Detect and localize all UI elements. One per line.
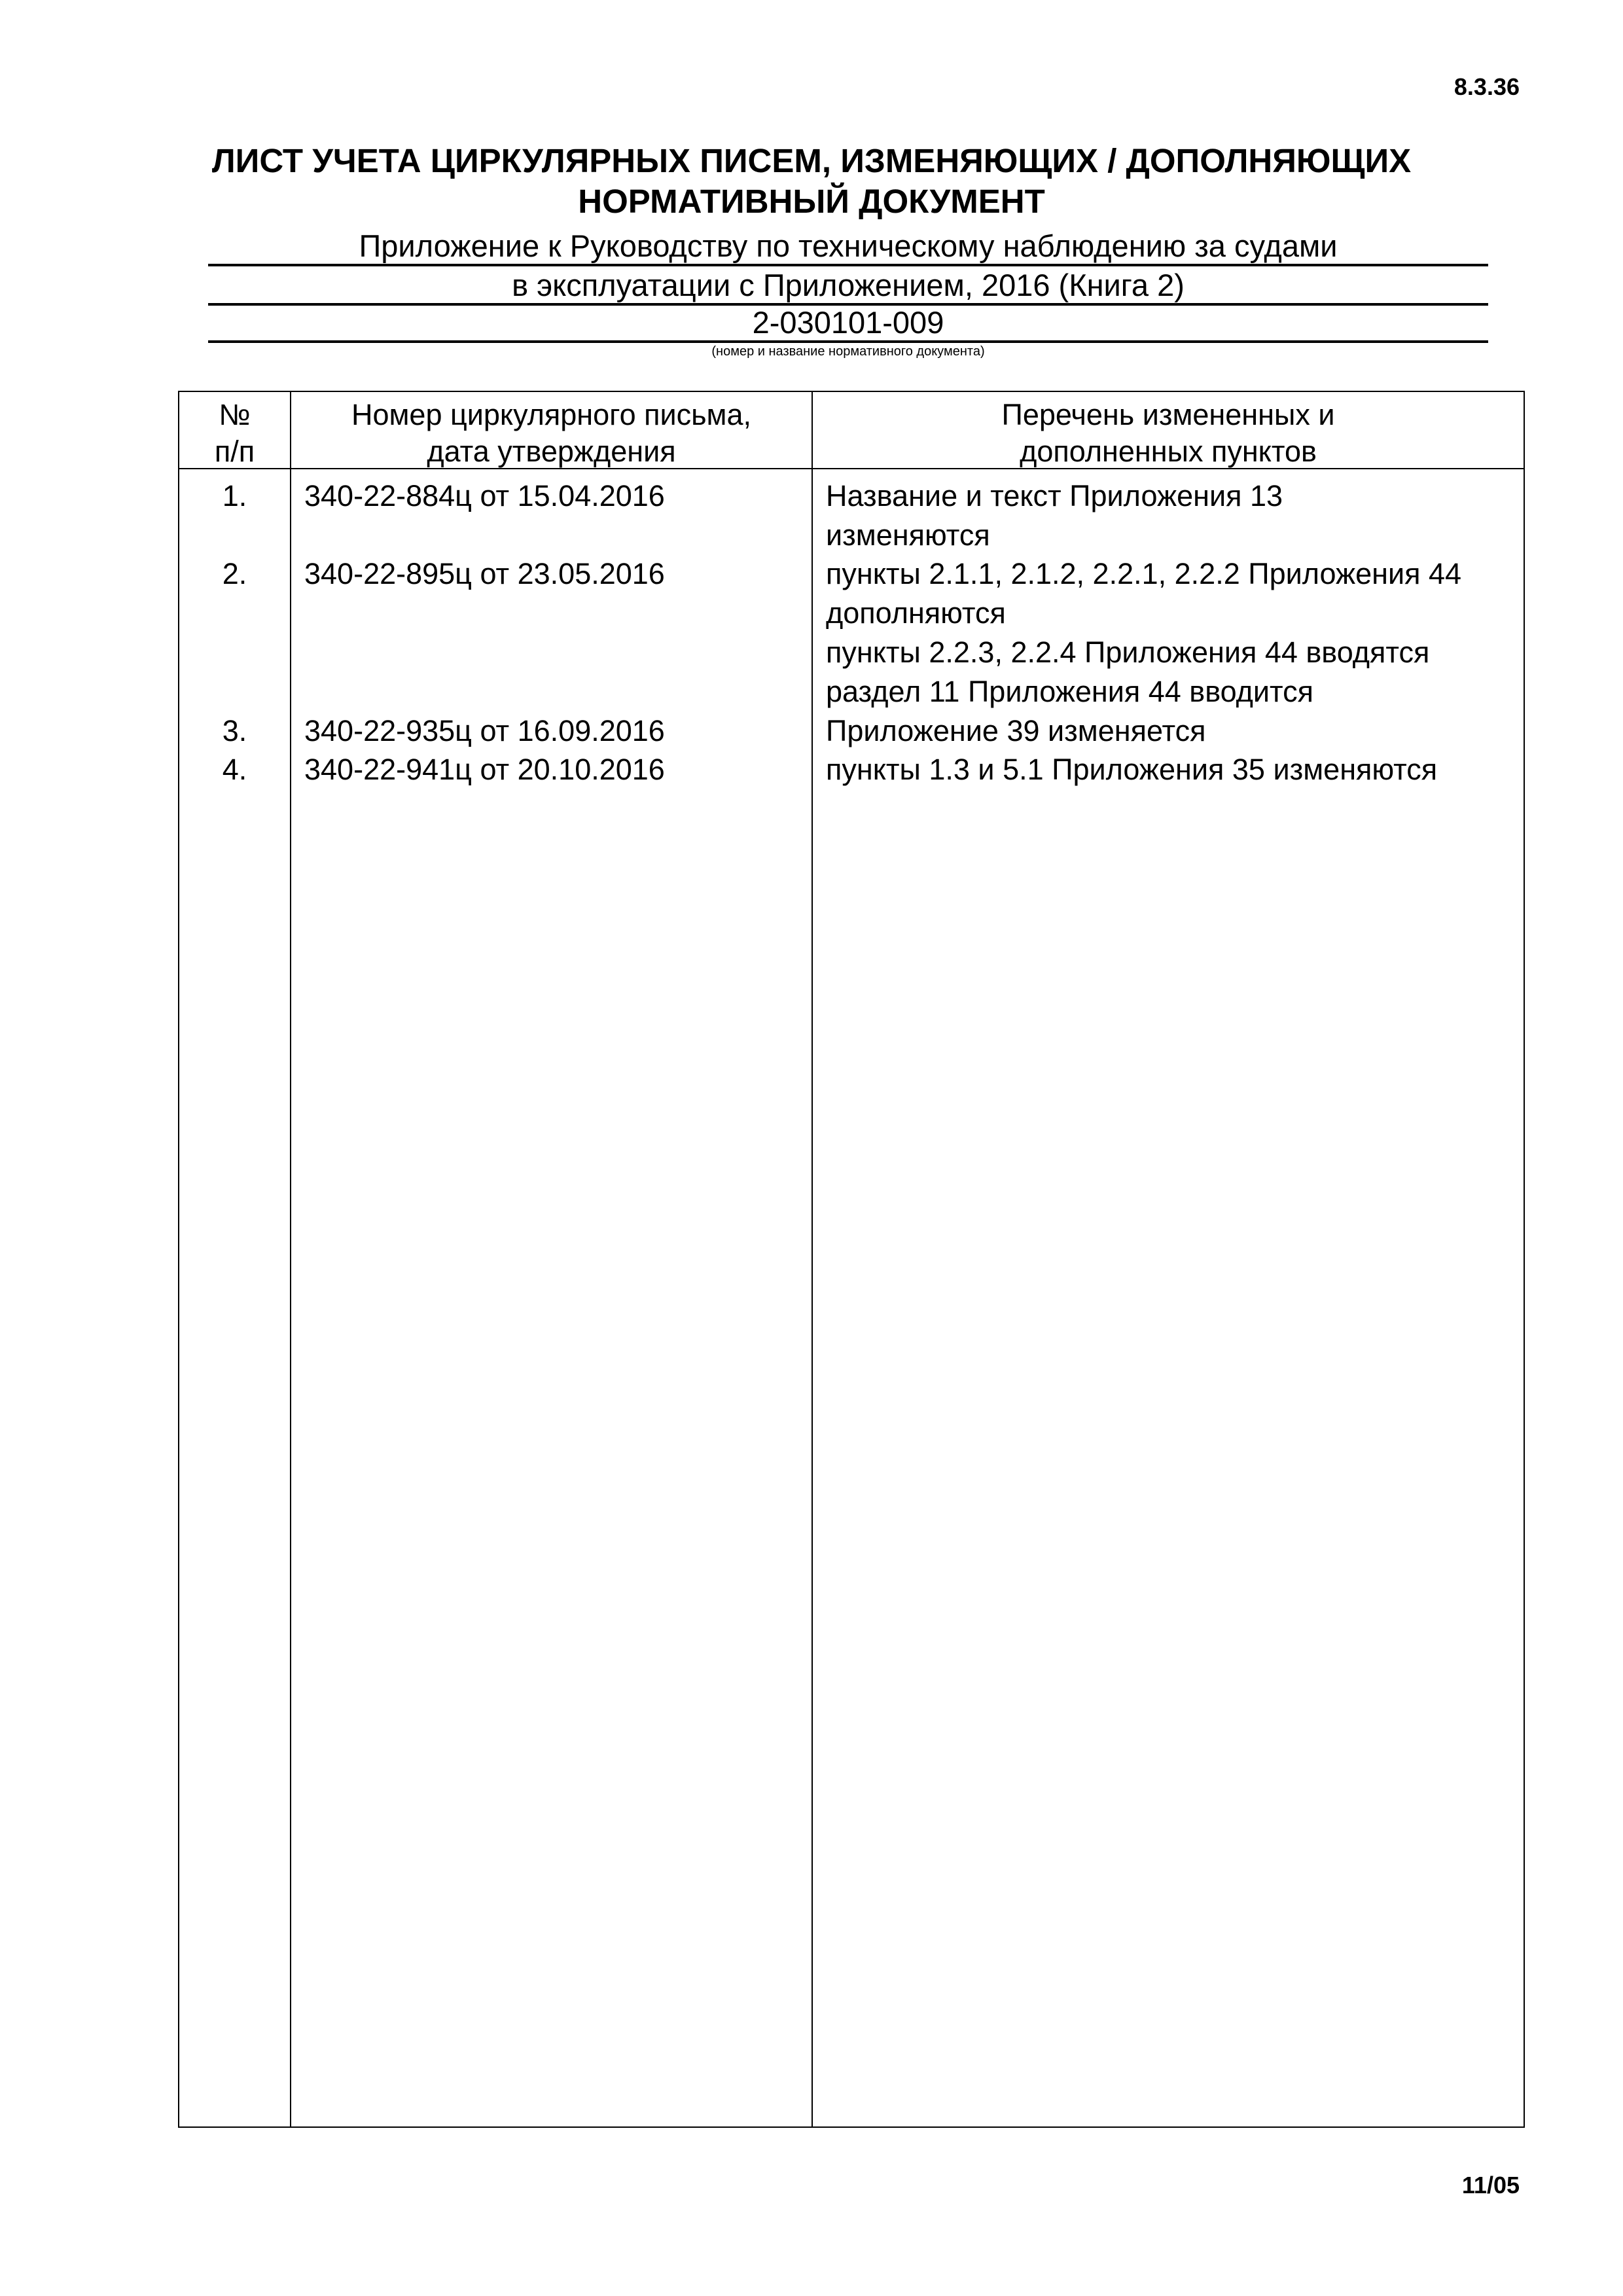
page-title-line-2: НОРМАТИВНЫЙ ДОКУМЕНТ [578,183,1045,220]
row-changes [826,750,1520,789]
row-letter: 340-22-895ц от 23.05.2016 [304,557,665,590]
row-number: 2. [222,557,247,590]
column-divider [290,391,291,2128]
header-letter [291,397,812,470]
row-letter: 340-22-884ц от 15.04.2016 [304,479,665,512]
document-name-line-1: Приложение к Руководству по техническому наблюдению за судами [208,228,1488,266]
row-letter: 340-22-935ц от 16.09.2016 [304,714,665,747]
header-changes-line-1: Перечень измененных и [1001,398,1335,431]
row-changes [826,711,1520,751]
document-name-line-2: в эксплуатации с Приложением, 2016 (Книга 2) [208,268,1488,306]
row-changes-line: раздел 11 Приложения 44 вводится [826,675,1314,708]
row-changes-line: Название и текст Приложения 13 [826,479,1283,512]
row-number: 1. [222,479,247,512]
row-changes-line: пункты 2.2.3, 2.2.4 Приложения 44 вводятся [826,636,1430,669]
row-changes-line: Приложение 39 изменяется [826,714,1206,747]
row-number: 4. [222,753,247,786]
page-code: 8.3.36 [1454,73,1520,100]
page-title-line-1: ЛИСТ УЧЕТА ЦИРКУЛЯРНЫХ ПИСЕМ, ИЗМЕНЯЮЩИХ / ДОПОЛНЯЮЩИХ [211,142,1412,179]
row-number: 3. [222,714,247,747]
row-letter: 340-22-941ц от 20.10.2016 [304,753,665,786]
column-divider [812,391,813,2128]
header-letter-line-2: дата утверждения [427,435,676,468]
row-changes-line: пункты 2.1.1, 2.1.2, 2.2.1, 2.2.2 Приложения 44 [826,557,1462,590]
row-changes [826,554,1520,711]
header-number-line-2: п/п [214,435,255,468]
document-caption: (номер и название нормативного документа) [711,344,985,359]
header-changes-line-2: дополненных пунктов [1020,435,1317,468]
header-number [179,397,290,470]
row-changes [826,476,1520,555]
header-changes [813,397,1524,470]
document-number: 2-030101-009 [208,305,1488,343]
footer-code: 11/05 [1461,2172,1520,2198]
row-changes-line: дополняются [826,596,1006,630]
header-number-line-1: № [219,398,251,431]
row-changes-line: пункты 1.3 и 5.1 Приложения 35 изменяются [826,753,1438,786]
row-changes-line: изменяются [826,518,990,552]
header-letter-line-1: Номер циркулярного письма, [351,398,752,431]
